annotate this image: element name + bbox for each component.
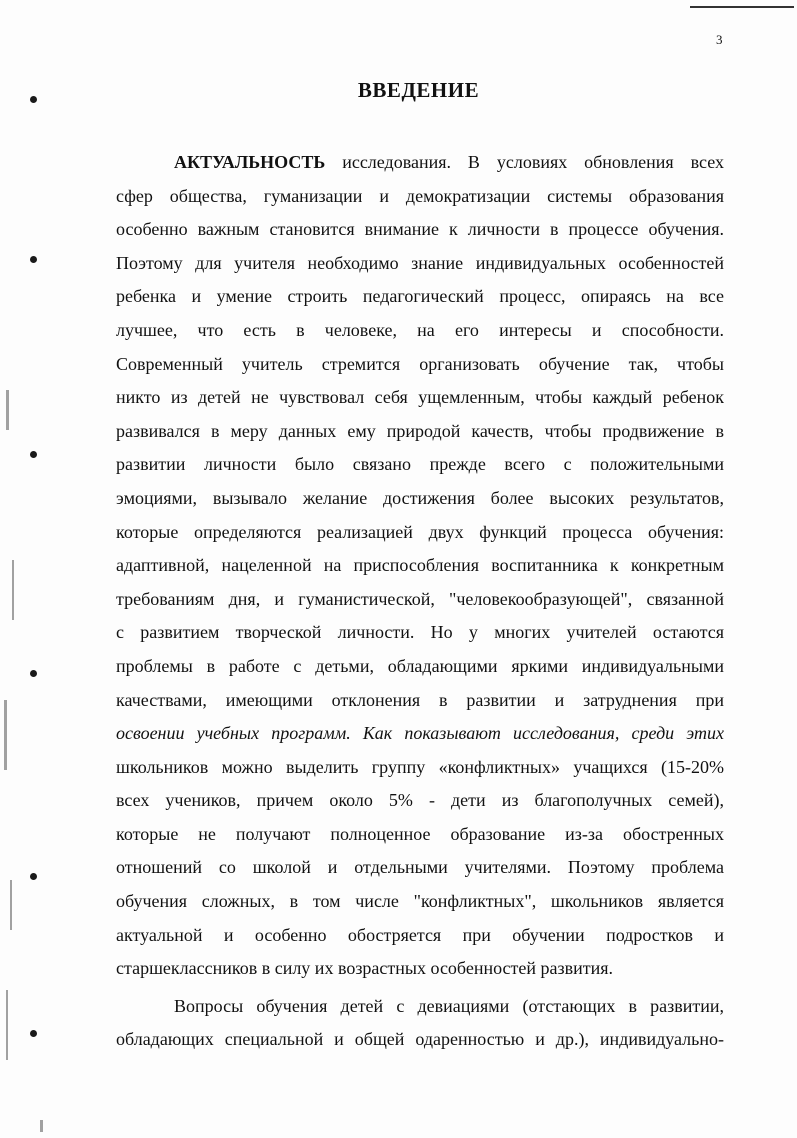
scan-artifact-dot <box>30 451 37 458</box>
paragraph-line: лучшее, что есть в человеке, на его интересы и способности. <box>116 319 724 340</box>
paragraph-line <box>116 146 724 180</box>
scan-artifact-dot <box>30 1030 37 1037</box>
page-title: ВВЕДЕНИЕ <box>357 78 480 102</box>
paragraph-line: адаптивной, нацеленной на приспособления воспитанника к конкретным <box>116 555 724 576</box>
paragraph-line: всех учеников, причем около 5% - дети из благополучных семей), <box>116 790 724 811</box>
paragraph-line: Вопросы обучения детей с девиациями (отстающих в развитии, <box>174 995 724 1016</box>
line-text: исследования. В условиях обновления всех <box>325 152 724 172</box>
paragraph-line: эмоциями, вызывало желание достижения более высоких результатов, <box>116 487 724 508</box>
paragraph-line: Поэтому для учителя необходимо знание индивидуальных особенностей <box>116 252 724 273</box>
page-number: 3 <box>716 32 723 47</box>
paragraph-line: проблемы в работе с детьми, обладающими яркими индивидуальными <box>116 655 724 676</box>
scan-artifact-speck <box>10 880 12 930</box>
paragraph-line: сфер общества, гуманизации и демократизации системы образования <box>116 185 724 206</box>
paragraph-line: Современный учитель стремится организовать обучение так, чтобы <box>116 353 724 374</box>
paragraph-lead: АКТУАЛЬНОСТЬ <box>174 152 326 172</box>
paragraph-line: актуальной и особенно обостряется при обучении подростков и <box>116 924 724 945</box>
paragraph-line: особенно важным становится внимание к личности в процессе обучения. <box>116 219 724 240</box>
paragraph-line: никто из детей не чувствовал себя ущемленным, чтобы каждый ребенок <box>116 387 724 408</box>
paragraph-line: обладающих специальной и общей одаренностью и др.), индивидуально- <box>116 1029 724 1050</box>
paragraph-line: школьников можно выделить группу «конфликтных» учащихся (15-20% <box>116 756 724 777</box>
scan-edge-mark <box>690 6 794 8</box>
scan-artifact-speck <box>6 390 9 430</box>
paragraph-line: освоении учебных программ. Как показывают исследования, среди этих <box>116 723 724 744</box>
scan-artifact-speck <box>6 990 8 1060</box>
scan-artifact-dot <box>30 670 37 677</box>
paragraph-line: развитии личности было связано прежде всего с положительными <box>116 454 724 475</box>
scan-artifact-speck <box>4 700 7 770</box>
paragraph-line: старшеклассников в силу их возрастных особенностей развития. <box>116 958 614 979</box>
paragraph-line: которые определяются реализацией двух функций процесса обучения: <box>116 521 724 542</box>
scan-artifact-speck <box>12 560 14 620</box>
paragraph-line: ребенка и умение строить педагогический процесс, опираясь на все <box>116 286 724 307</box>
body-text <box>116 146 724 1057</box>
scan-artifact-speck <box>40 1120 43 1132</box>
paragraph-line: качествами, имеющими отклонения в развитии и затруднения при <box>116 689 724 710</box>
paragraph-line: которые не получают полноценное образование из-за обостренных <box>116 823 724 844</box>
paragraph-line: развивался в меру данных ему природой качеств, чтобы продвижение в <box>116 420 724 441</box>
paragraph-line: с развитием творческой личности. Но у многих учителей остаются <box>116 622 724 643</box>
paragraph-line: отношений со школой и отдельными учителями. Поэтому проблема <box>116 857 724 878</box>
paragraph-line: требованиям дня, и гуманистической, "человекообразующей", связанной <box>116 588 724 609</box>
paragraph-line: обучения сложных, в том числе "конфликтных", школьников является <box>116 891 724 912</box>
scan-artifact-dot <box>30 256 37 263</box>
scan-artifact-dot <box>30 873 37 880</box>
